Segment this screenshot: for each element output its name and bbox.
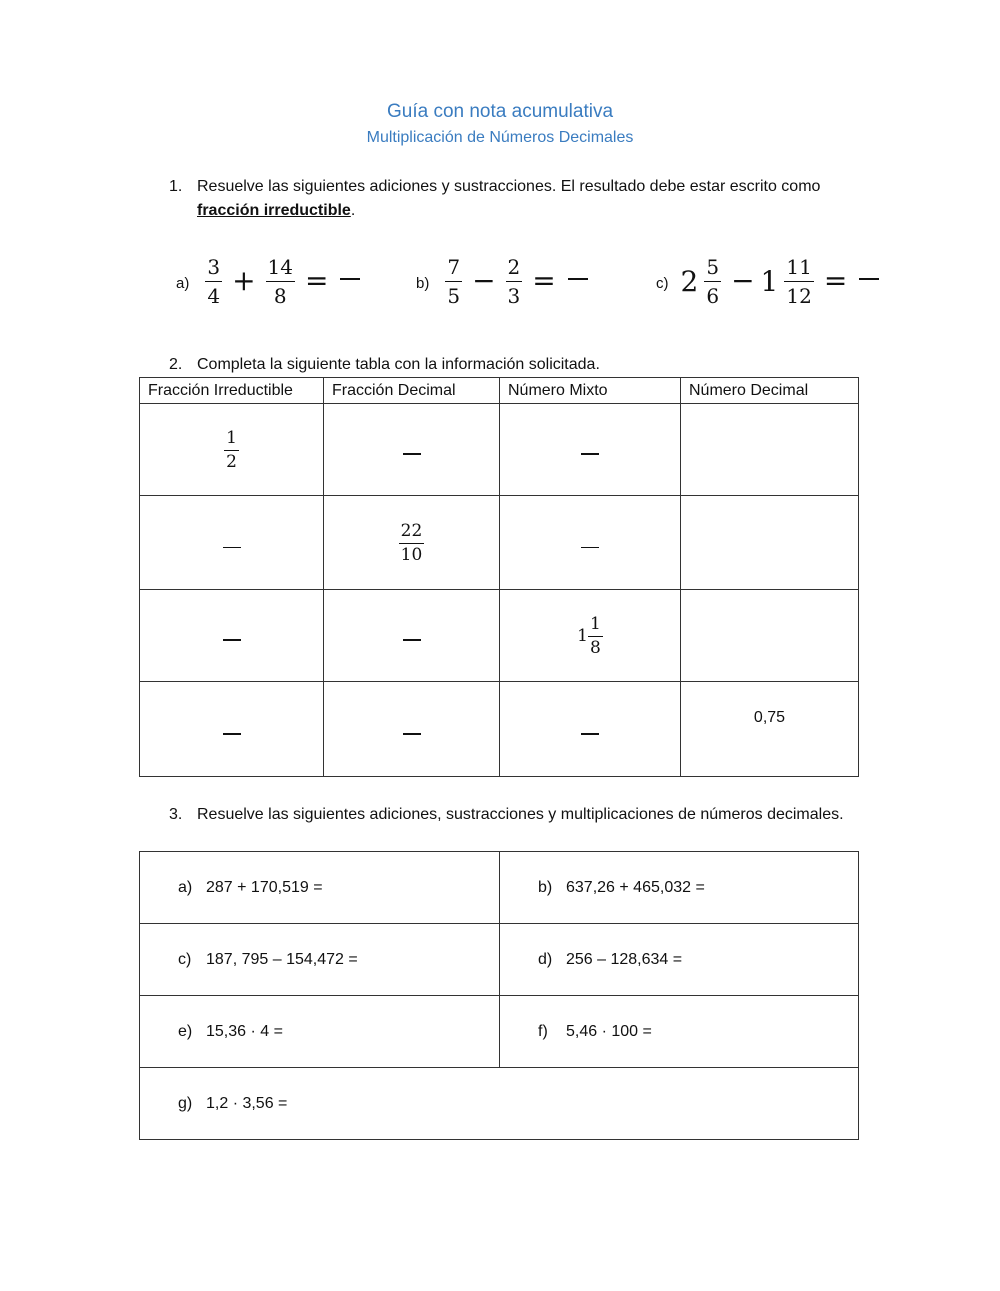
expression-c: c) 2 $\frac{5}{6}$ − 1 $\frac{11}{12}$ = bbox=[656, 250, 879, 312]
table-row bbox=[140, 590, 859, 682]
table-cell: $\frac{22}{10}$ bbox=[324, 496, 500, 590]
table-row bbox=[140, 996, 859, 1068]
table-cell-blank[interactable] bbox=[500, 404, 681, 496]
fraction: $\frac{14}{8}$ bbox=[267, 254, 293, 308]
table-cell-blank[interactable] bbox=[500, 496, 681, 590]
answer-blank[interactable] bbox=[340, 278, 360, 280]
question-3-prompt: 3. Resuelve las siguientes adiciones, sustracciones y multiplicaciones de números decimales. bbox=[169, 806, 844, 823]
question-2-prompt: 2. Completa la siguiente tabla con la información solicitada. bbox=[169, 356, 600, 373]
fraction: $\frac{2}{3}$ bbox=[507, 254, 521, 308]
table-cell-blank[interactable] bbox=[681, 496, 859, 590]
table-cell-blank[interactable] bbox=[681, 404, 859, 496]
table-row bbox=[140, 404, 859, 496]
table-cell-blank[interactable] bbox=[324, 682, 500, 777]
operations-table bbox=[139, 851, 859, 1140]
table-cell-blank[interactable] bbox=[681, 590, 859, 682]
table-cell-blank[interactable] bbox=[140, 682, 324, 777]
table-row bbox=[140, 852, 859, 924]
table-row bbox=[140, 924, 859, 996]
table-row bbox=[140, 496, 859, 590]
operation-d[interactable]: d) 256 – 128,634 = bbox=[500, 924, 859, 996]
operation-b[interactable]: b) 637,26 + 465,032 = bbox=[500, 852, 859, 924]
expression-b: b) $\frac{7}{5}$ − $\frac{2}{3}$ = bbox=[416, 250, 588, 312]
column-header: Número Mixto bbox=[500, 378, 681, 404]
question-number: 1. bbox=[169, 178, 183, 195]
operation-e[interactable]: e) 15,36 · 4 = bbox=[140, 996, 500, 1068]
table-cell: $\frac{1}{2}$ bbox=[140, 404, 324, 496]
expression-a: a) $\frac{3}{4}$ + $\frac{14}{8}$ = bbox=[176, 250, 360, 312]
table-row bbox=[140, 1068, 859, 1140]
fraction: $\frac{11}{12}$ bbox=[786, 254, 812, 308]
operation-a[interactable]: a) 287 + 170,519 = bbox=[140, 852, 500, 924]
operation-g[interactable]: g) 1,2 · 3,56 = bbox=[140, 1068, 859, 1140]
question-1-expressions bbox=[0, 250, 1000, 320]
fraction: $\frac{7}{5}$ bbox=[447, 254, 461, 308]
table-cell-blank[interactable] bbox=[140, 590, 324, 682]
table-row bbox=[140, 682, 859, 777]
fraction: $\frac{3}{4}$ bbox=[207, 254, 221, 308]
emphasis-text: fracción irreductible bbox=[197, 202, 351, 219]
column-header: Número Decimal bbox=[681, 378, 859, 404]
document-subtitle: Multiplicación de Números Decimales bbox=[366, 129, 634, 146]
operation-c[interactable]: c) 187, 795 – 154,472 = bbox=[140, 924, 500, 996]
operation-f[interactable]: f) 5,46 · 100 = bbox=[500, 996, 859, 1068]
table-cell: 1 1 8 bbox=[500, 590, 681, 682]
table-cell: 0,75 bbox=[681, 682, 859, 777]
table-cell-blank[interactable] bbox=[500, 682, 681, 777]
table-cell-blank[interactable] bbox=[324, 404, 500, 496]
table-header-row bbox=[140, 378, 859, 404]
answer-blank[interactable] bbox=[859, 278, 879, 280]
conversion-table bbox=[139, 377, 859, 777]
question-1-prompt: 1. Resuelve las siguientes adiciones y sustracciones. El resultado debe estar escrito como fracción irreductible. bbox=[169, 175, 857, 223]
table-cell-blank[interactable] bbox=[140, 496, 324, 590]
answer-blank[interactable] bbox=[568, 278, 588, 280]
table-cell-blank[interactable] bbox=[324, 590, 500, 682]
fraction: $\frac{5}{6}$ bbox=[706, 254, 720, 308]
column-header: Fracción Decimal bbox=[324, 378, 500, 404]
column-header: Fracción Irreductible bbox=[140, 378, 324, 404]
document-title: Guía con nota acumulativa bbox=[386, 101, 614, 122]
